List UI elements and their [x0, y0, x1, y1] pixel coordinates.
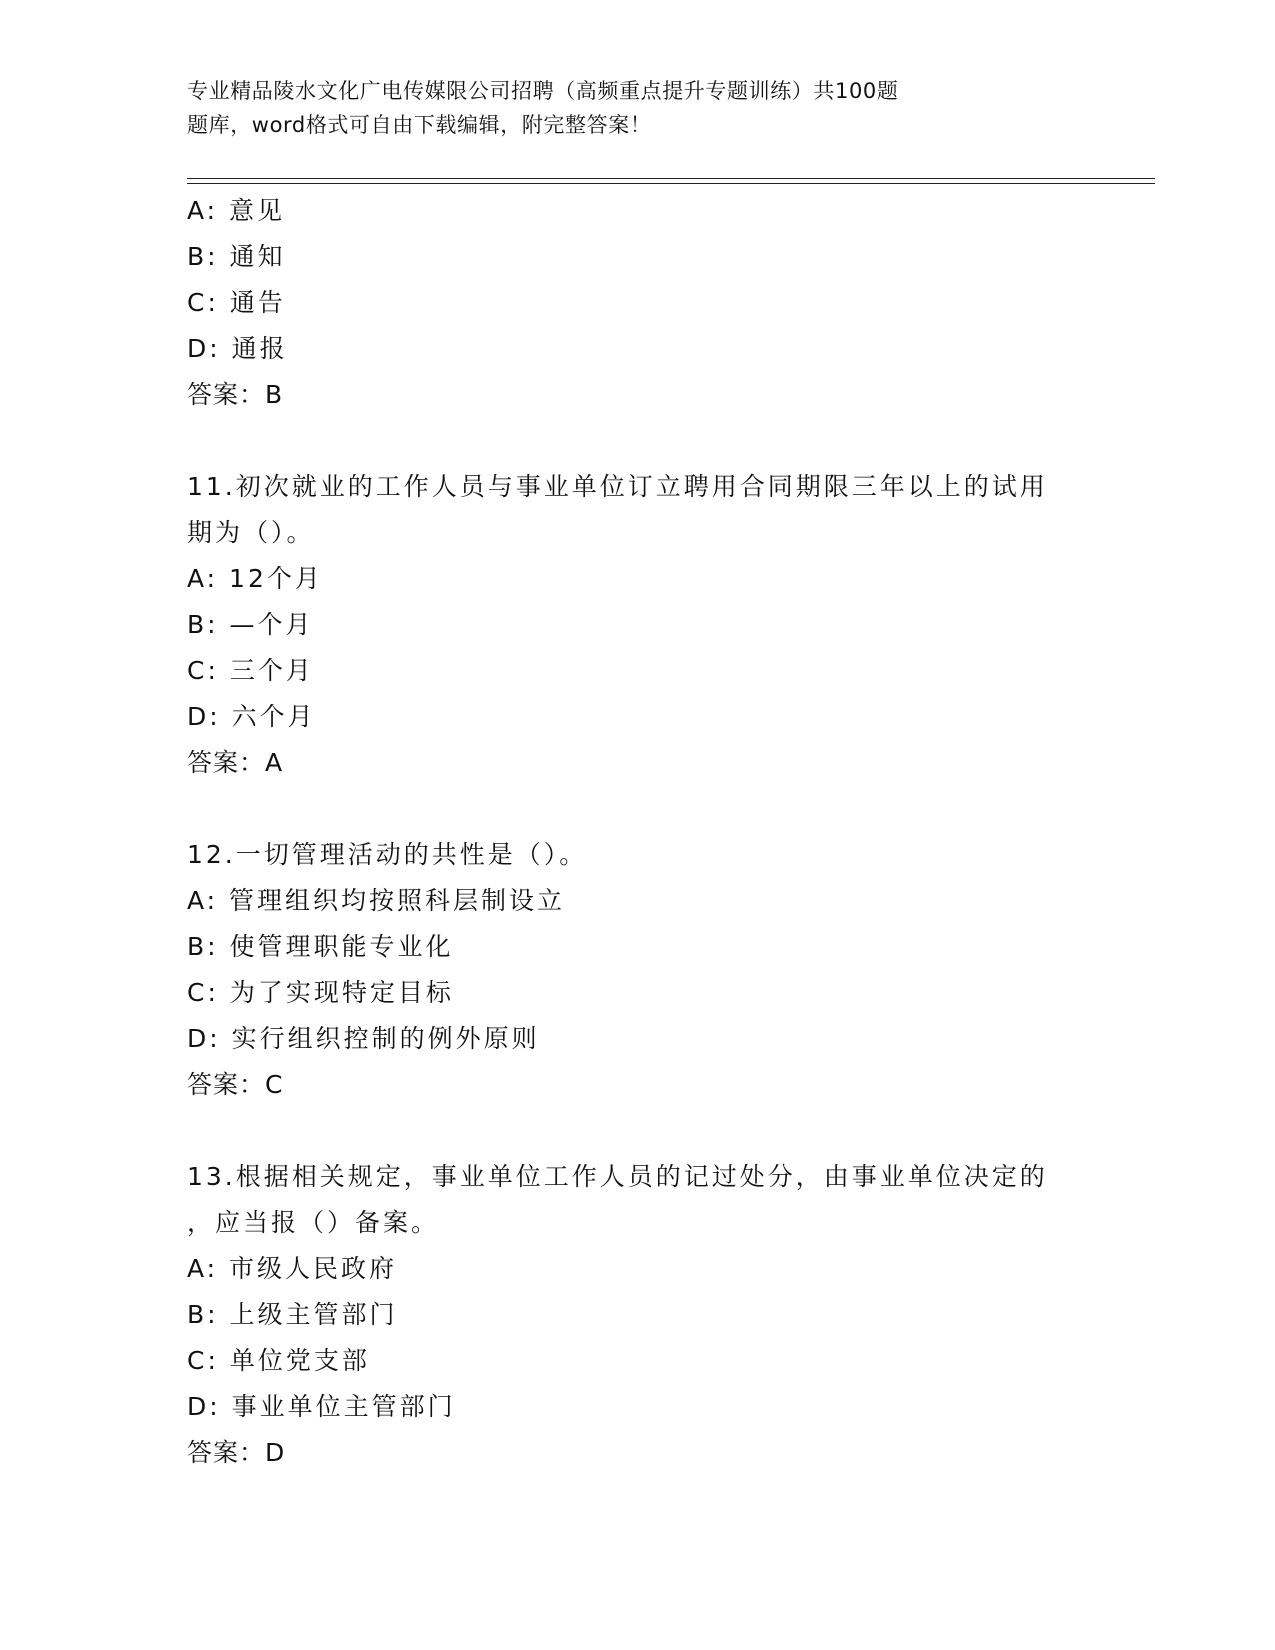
- option-b: B: 通知: [187, 242, 286, 271]
- question-spacer: [187, 1108, 1147, 1154]
- option-c: C: 三个月: [187, 656, 314, 685]
- question-spacer: [187, 786, 1147, 832]
- document-header: [187, 74, 1027, 142]
- question-stem-continued: ，应当报（）备案。: [187, 1208, 440, 1237]
- header-divider-top: [187, 178, 1155, 179]
- question-block-11: [187, 464, 1147, 786]
- option-c: C: 单位党支部: [187, 1346, 370, 1375]
- option-c: C: 通告: [187, 288, 286, 317]
- answer-line: 答案：C: [187, 1070, 284, 1099]
- question-list: [187, 188, 1147, 1476]
- option-d: D: 通报: [187, 334, 288, 363]
- question-stem: 13.根据相关规定，事业单位工作人员的记过处分，由事业单位决定的: [187, 1162, 1048, 1191]
- option-d: D: 事业单位主管部门: [187, 1392, 456, 1421]
- header-title-line-2: 题库，word格式可自由下载编辑，附完整答案！: [187, 113, 652, 137]
- question-block-12: [187, 832, 1147, 1108]
- question-block-13: [187, 1154, 1147, 1476]
- question-stem-continued: 期为（）。: [187, 518, 315, 547]
- option-b: B: 上级主管部门: [187, 1300, 398, 1329]
- option-b: B: —个月: [187, 610, 314, 639]
- option-b: B: 使管理职能专业化: [187, 932, 454, 961]
- option-d: D: 六个月: [187, 702, 316, 731]
- answer-line: 答案：B: [187, 380, 284, 409]
- option-d: D: 实行组织控制的例外原则: [187, 1024, 540, 1053]
- option-a: A: 12个月: [187, 564, 323, 593]
- option-c: C: 为了实现特定目标: [187, 978, 454, 1007]
- header-title-line-1: 专业精品陵水文化广电传媒限公司招聘（高频重点提升专题训练）共100题: [187, 79, 899, 103]
- question-block-prev: [187, 188, 1147, 418]
- header-divider-bottom: [187, 183, 1155, 184]
- question-spacer: [187, 418, 1147, 464]
- option-a: A: 管理组织均按照科层制设立: [187, 886, 566, 915]
- option-a: A: 意见: [187, 196, 286, 225]
- question-stem: 11.初次就业的工作人员与事业单位订立聘用合同期限三年以上的试用: [187, 472, 1048, 501]
- answer-line: 答案：A: [187, 748, 284, 777]
- option-a: A: 市级人民政府: [187, 1254, 398, 1283]
- answer-line: 答案：D: [187, 1438, 286, 1467]
- question-stem: 12.一切管理活动的共性是（）。: [187, 840, 588, 869]
